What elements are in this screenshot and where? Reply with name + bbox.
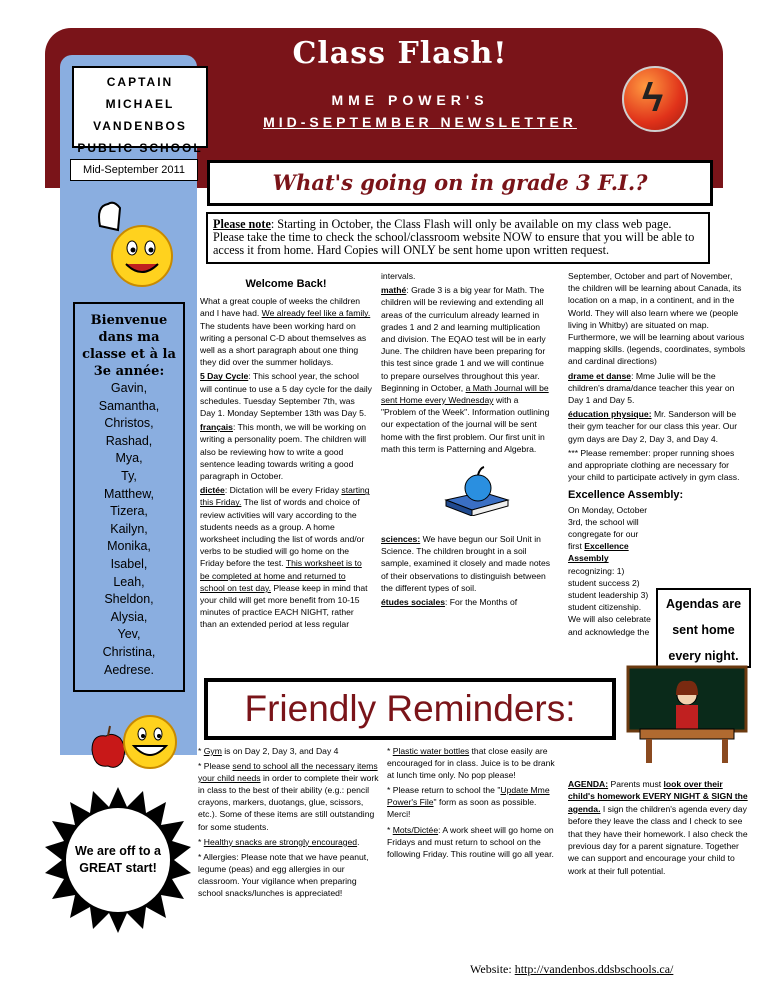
student-name: Aedrese.: [103, 662, 155, 677]
student-name: Isabel,: [110, 556, 148, 571]
newsletter-title: Class Flash!: [292, 36, 508, 71]
student-name: Ty,: [121, 468, 137, 483]
allergy-reminder: * Allergies: Please note that we have peanut, legume (peas) and egg allergies in our classroom. Your vigilance when preparing school snacks/lunches is appreciated!: [198, 851, 369, 899]
student-name: Sheldon,: [104, 592, 154, 607]
school-line-1: CAPTAIN MICHAEL: [105, 75, 175, 111]
grade-heading: What's going on in grade 3 F.I.?: [207, 160, 713, 206]
agendas-line-2: sent home: [672, 623, 735, 637]
apple-smiley-icon: [88, 712, 180, 772]
column-3: [568, 270, 746, 640]
friendly-reminders-heading: Friendly Reminders:: [204, 678, 616, 740]
snacks-reminder: * Healthy snacks are strongly encouraged.: [198, 836, 360, 847]
student-name: Matthew,: [103, 486, 155, 501]
great-start-text: We are off to a GREAT start!: [75, 844, 161, 875]
agenda-paragraph: AGENDA: Parents must look over their child's homework EVERY NIGHT & SIGN the agenda. I sign the children's agenda every day before they leave the class and I check to see that they have their homework. I also check the previous day for a parent signature. Together we can support and encourage your child to work at their full potential.: [568, 779, 748, 876]
student-name: Christina,: [102, 644, 156, 659]
day-cycle-paragraph: 5 Day Cycle: This school year, the school will continue to use a 5 day cycle for the daily schedules. Tuesday September 7th, was Day 1. Monday September 13th was Day 5.: [200, 371, 372, 419]
welcome-paragraph: What a great couple of weeks the children and I have had. We already feel like a family. The students have been working hard on writing a personal C-D about themselves as well as a short paragraph about one thing they did over the summer holidays.: [200, 296, 371, 368]
excellence-paragraph: On Monday, October 3rd, the school will congregate for our first Excellence Assembly recognizing: 1) student success 2) student leadership 3) student citizenship. We will also celebrate and acknowledge the: [568, 504, 651, 637]
welcome-title: Bienvenue dans ma classe et à la 3e année:: [82, 313, 176, 379]
agendas-line-3: every night.: [668, 649, 739, 663]
water-bottle-reminder: * Plastic water bottles that close easily are encouraged for in class. Juice is to be drank at lunch time only. No pop please!: [387, 746, 555, 781]
agendas-line-1: Agendas are: [665, 597, 742, 611]
student-name: Leah,: [113, 574, 145, 589]
continued-text: intervals.: [381, 271, 416, 281]
column-1: [200, 278, 372, 633]
dictee-paragraph: dictée: Dictation will be every Friday starting this Friday. The list of words and choice of review activities will vary according to the students needs as a group. A home worksheet including the list of words and/or verbs to be studied will go home on the Friday before the test. This worksheet is to be completed at home and returned to school on test day. Please keep in mind that your child will get more benefit from 10-15 minutes of practice EACH NIGHT, rather than an extended period at less regular: [200, 485, 370, 630]
web-page-note: [206, 212, 710, 264]
welcome-back-heading: Welcome Back!: [245, 278, 327, 290]
newsletter-subtitle-1: MME POWER'S: [331, 92, 489, 108]
welcome-students-box: [73, 302, 185, 692]
student-name: Samantha,: [98, 398, 160, 413]
gym-paragraph: éducation physique: Mr. Sanderson will be their gym teacher for our class this year. Our gym days are Day 2, Day 3, and Day 4.: [568, 409, 738, 444]
student-name: Monika,: [107, 539, 151, 554]
student-name: Gavin,: [110, 381, 148, 395]
excellence-heading: Excellence Assembly:: [568, 489, 684, 502]
student-name: Kailyn,: [110, 521, 148, 536]
school-line-2: VANDENBOS: [93, 119, 187, 133]
lightning-bolt-icon: ϟ: [622, 66, 688, 132]
website-footer: [470, 962, 730, 977]
apple-books-icon: [442, 464, 512, 516]
school-line-3: PUBLIC SCHOOL: [77, 141, 203, 155]
newsletter-subtitle-2: MID-SEPTEMBER NEWSLETTER: [263, 114, 577, 130]
francais-paragraph: français: This month, we will be working on writing a personality poem. The children will also be reviewing how to write a good sentence leading towards writing a good paragraph in October.: [200, 422, 367, 482]
student-name: Christos,: [104, 416, 154, 431]
supplies-reminder: * Please send to school all the necessary items your child needs in order to complete their work in class to the best of their ability (e.g.: pencil crayons, markers, duotangs, glue, scissors, etc.). Some of these items are still outstanding for some students.: [198, 761, 379, 832]
note-label: Please note: [213, 217, 271, 231]
drama-paragraph: drame et danse: Mme Julie will be the children's drama/dance teacher this year on Day 1 and Day 5.: [568, 370, 735, 406]
gym-note: *** Please remember: proper running shoes and appropriate clothing are necessary for your child to participate actively in gym class.: [568, 447, 740, 483]
waving-smiley-icon: [86, 196, 186, 296]
social-studies-continued: September, October and part of November, the children will be learning about Canada, its location on a map, in a continent, and in the World. They will also learn where we (people living in Whitby) are situated on map. Furthermore, we will be learning about various mapping skills. (legends, coordinates, symbols and cardinal directions): [568, 271, 746, 367]
reminders-column-1: [198, 745, 380, 902]
school-name-box: [72, 66, 208, 155]
file-reminder: * Please return to school the "Update Mme Power's File" form as soon as possible. Merci!: [387, 785, 550, 820]
website-link[interactable]: http://vandenbos.ddsbschools.ca/: [514, 962, 674, 976]
math-paragraph: mathé: Grade 3 is a big year for Math. The children will be reviewing and extending all areas of the curriculum already learned in grades 1 and 2 and learning multiplication and division. The EQAO test will be in early June. The children have been preparing for this test since grade 1 and we will continue to prepare ourselves throughout this year. Beginning in October, a Math Journal will be sent Home every Wednesday with a "Problem of the Week". Information outlining our expectation of the journal will be sent home with the first problem. Our first unit in math this term is Patterning and Algebra.: [381, 285, 550, 454]
student-list: [75, 380, 183, 679]
student-name: Mya,: [115, 451, 143, 466]
column-2: [381, 270, 553, 610]
issue-date: Mid-September 2011: [70, 159, 198, 181]
reminders-column-2: [387, 745, 557, 863]
student-name: Yev,: [117, 627, 141, 642]
science-paragraph: sciences: We have begun our Soil Unit in Science. The children brought in a soil sample, examined it closely and made notes of their observations to distinguish between the different types of soil.: [381, 534, 551, 593]
mots-reminder: * Mots/Dictée: A work sheet will go home on Fridays and must return to school on the following Friday. This routine will go all year.: [387, 824, 554, 859]
note-text: : Starting in October, the Class Flash will only be available on my class web page. Please take the time to check the school/classroom website NOW to ensure that you will be able to access it from home. Hard Copies will ONLY be sent home upon written request.: [213, 217, 695, 257]
student-name: Tizera,: [110, 504, 148, 519]
student-name: Alysia,: [110, 609, 148, 624]
agendas-callout: [656, 588, 751, 668]
student-name: Rashad,: [105, 433, 153, 448]
website-label: Website:: [470, 962, 515, 976]
social-studies-paragraph: études sociales: For the Months of: [381, 597, 518, 608]
gym-reminder: * Gym is on Day 2, Day 3, and Day 4: [198, 746, 339, 756]
teacher-blackboard-icon: [626, 665, 748, 765]
